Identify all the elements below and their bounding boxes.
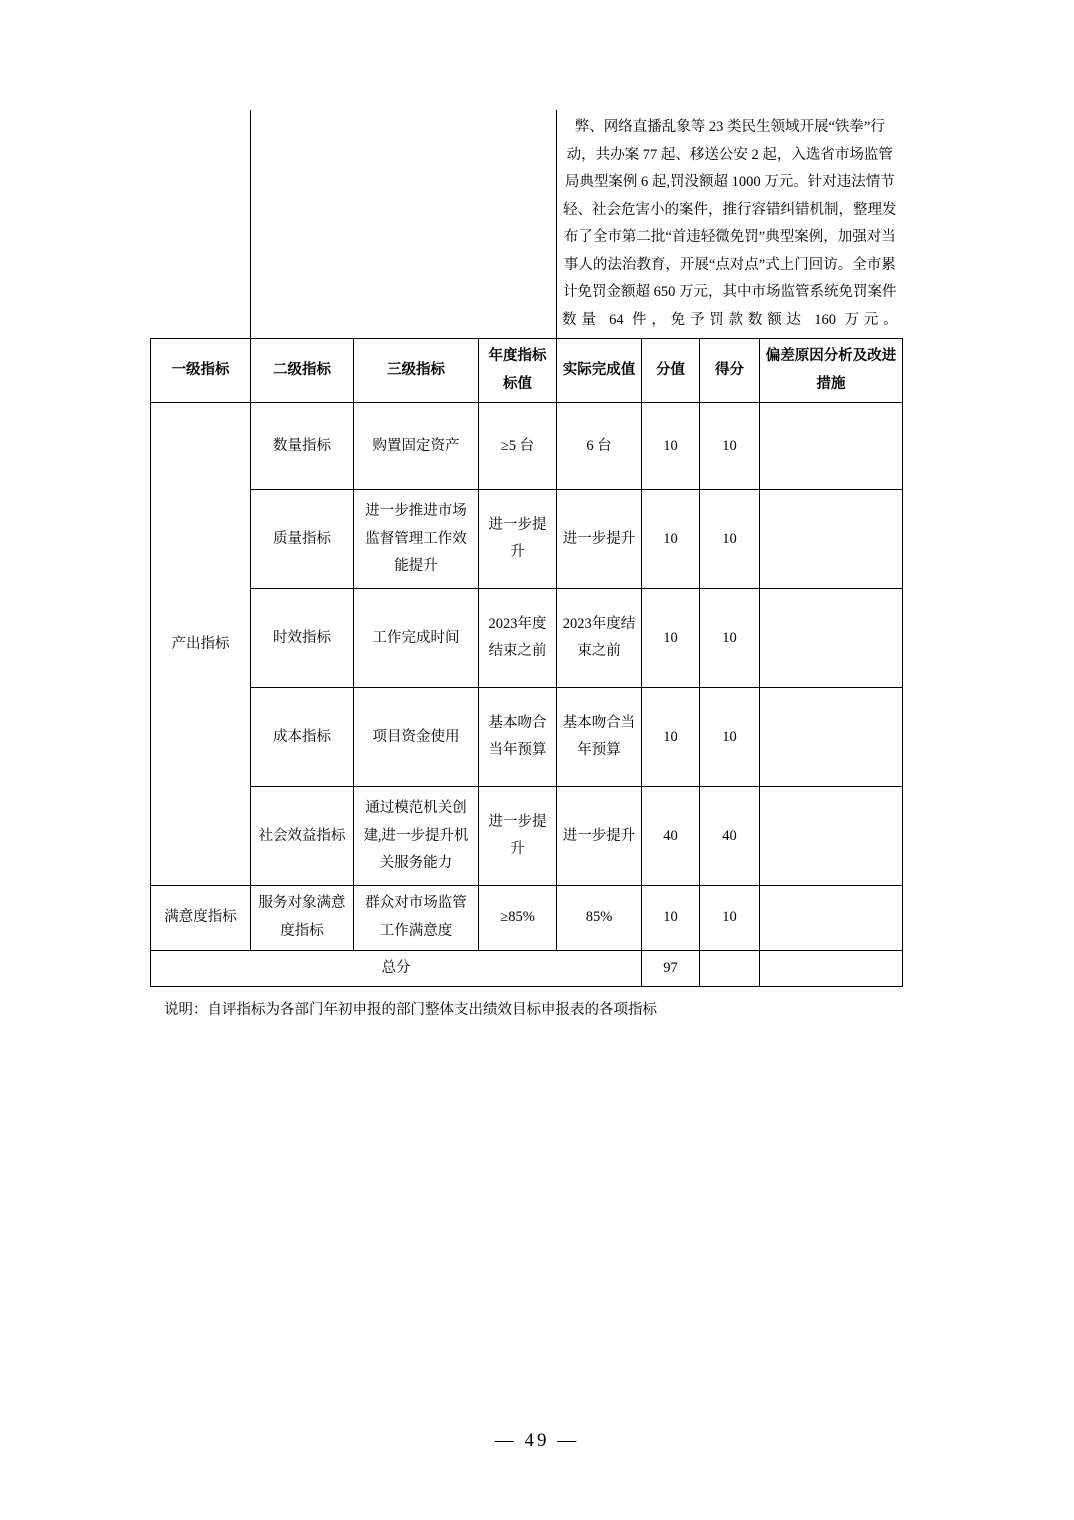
total-got (700, 950, 760, 987)
cell-score-value: 10 (642, 490, 700, 589)
table-row-paragraph (151, 110, 903, 339)
cell-deviation (760, 688, 903, 787)
cell-score-value: 10 (642, 589, 700, 688)
cell-score-got: 10 (700, 688, 760, 787)
cell-score-got: 10 (700, 490, 760, 589)
performance-indicator-table (150, 110, 903, 987)
cell-score-value: 40 (642, 787, 700, 886)
table-note: 说明：自评指标为各部门年初申报的部门整体支出绩效目标申报表的各项指标 (164, 1002, 657, 1019)
narrative-paragraph: 弊、网络直播乱象等 23 类民生领域开展“铁拳”行动，共办案 77 起、移送公安 2 起，入选省市场监管局典型案例 6 起,罚没额超 1000 万元。针对违法情节轻、社会危害小的案件，推行容错纠错机制，整理发布了全市第二批“首违轻微免罚”典型案例，加强对当事人的法治教育，开展“点对点”式上门回访。全市累计免罚金额超 650 万元，其中市场监管系统免罚案件数量 64 件，免予罚款数额达 160 万元。 (557, 110, 903, 339)
cell-deviation (760, 490, 903, 589)
cell-deviation (760, 403, 903, 490)
cell-level3: 工作完成时间 (354, 589, 479, 688)
cell-annual-target: 基本吻合当年预算 (479, 688, 557, 787)
cell-level2: 时效指标 (251, 589, 354, 688)
total-value: 97 (642, 950, 700, 987)
cell-actual-value: 基本吻合当年预算 (557, 688, 642, 787)
cell-level3: 项目资金使用 (354, 688, 479, 787)
cell-level2: 服务对象满意度指标 (251, 886, 354, 950)
cell-score-value: 10 (642, 403, 700, 490)
total-deviation (760, 950, 903, 987)
cell-score-got: 10 (700, 589, 760, 688)
cell-annual-target: ≥5 台 (479, 403, 557, 490)
cell-level3: 群众对市场监管工作满意度 (354, 886, 479, 950)
cell-actual-value: 进一步提升 (557, 490, 642, 589)
table-header-row (151, 339, 903, 403)
header-deviation: 偏差原因分析及改进措施 (760, 339, 903, 403)
cell-level3: 购置固定资产 (354, 403, 479, 490)
table-total-row (151, 950, 903, 987)
cell-actual-value: 2023年度结束之前 (557, 589, 642, 688)
header-level2: 二级指标 (251, 339, 354, 403)
table-row (151, 589, 903, 688)
table-row (151, 886, 903, 950)
header-level3: 三级指标 (354, 339, 479, 403)
header-score-value: 分值 (642, 339, 700, 403)
cell-actual-value: 进一步提升 (557, 787, 642, 886)
cell-annual-target: ≥85% (479, 886, 557, 950)
cell-level1-output: 产出指标 (151, 403, 251, 886)
cell-score-value: 10 (642, 688, 700, 787)
cell-score-got: 40 (700, 787, 760, 886)
table-row (151, 787, 903, 886)
cell-deviation (760, 589, 903, 688)
header-level1: 一级指标 (151, 339, 251, 403)
cell-level2: 质量指标 (251, 490, 354, 589)
cell-deviation (760, 886, 903, 950)
cell-score-got: 10 (700, 886, 760, 950)
cell-level2: 数量指标 (251, 403, 354, 490)
cell-annual-target: 进一步提升 (479, 787, 557, 886)
cell-deviation (760, 787, 903, 886)
table-row (151, 688, 903, 787)
cell-score-value: 10 (642, 886, 700, 950)
cell-score-got: 10 (700, 403, 760, 490)
table-row (151, 403, 903, 490)
header-score-got: 得分 (700, 339, 760, 403)
cell-annual-target: 进一步提升 (479, 490, 557, 589)
cell-actual-value: 6 台 (557, 403, 642, 490)
cell-level2: 成本指标 (251, 688, 354, 787)
cell-actual-value: 85% (557, 886, 642, 950)
cell-level3: 通过模范机关创建,进一步提升机关服务能力 (354, 787, 479, 886)
page-number: — 49 — (494, 1430, 580, 1451)
total-label: 总分 (151, 950, 642, 987)
cell-level3: 进一步推进市场监督管理工作效能提升 (354, 490, 479, 589)
cell-level2: 社会效益指标 (251, 787, 354, 886)
table-row (151, 490, 903, 589)
header-annual-target: 年度指标标值 (479, 339, 557, 403)
header-actual-value: 实际完成值 (557, 339, 642, 403)
cell-level1-satisfaction: 满意度指标 (151, 886, 251, 950)
cell-annual-target: 2023年度结束之前 (479, 589, 557, 688)
